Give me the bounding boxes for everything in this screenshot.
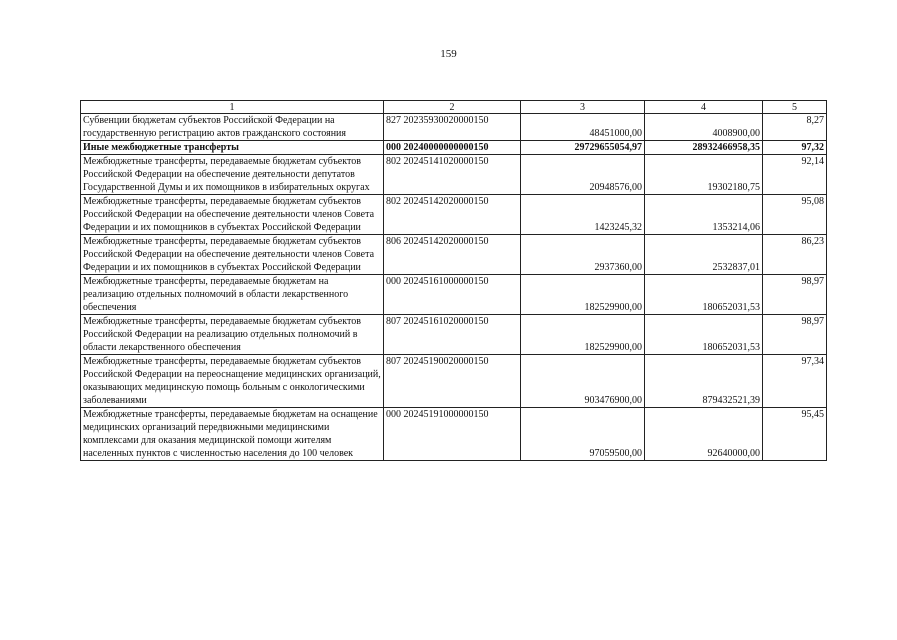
row-name: Межбюджетные трансферты, передаваемые бюджетам субъектов Российской Федерации на обеспечение деятельности депутатов Государственной Думы и их помощников в избирательных округах (81, 155, 384, 195)
row-percent: 98,97 (763, 275, 827, 315)
table-row (81, 155, 827, 195)
page-number: 159 (440, 48, 457, 60)
row-code: 807 20245161020000150 (384, 315, 521, 355)
table-row (81, 315, 827, 355)
table-row (81, 355, 827, 408)
row-percent: 95,45 (763, 408, 827, 461)
table-row (81, 408, 827, 461)
row-percent: 92,14 (763, 155, 827, 195)
row-plan: 1423245,32 (521, 195, 645, 235)
row-percent: 8,27 (763, 114, 827, 141)
row-plan: 97059500,00 (521, 408, 645, 461)
row-code: 000 20245191000000150 (384, 408, 521, 461)
row-code: 806 20245142020000150 (384, 235, 521, 275)
table-header (81, 101, 827, 114)
budget-table (80, 100, 827, 461)
column-header: 1 (81, 101, 384, 114)
row-fact: 19302180,75 (645, 155, 763, 195)
row-code: 802 20245141020000150 (384, 155, 521, 195)
row-plan: 29729655054,97 (521, 141, 645, 155)
column-header: 2 (384, 101, 521, 114)
row-plan: 2937360,00 (521, 235, 645, 275)
row-code: 000 20240000000000150 (384, 141, 521, 155)
column-header: 3 (521, 101, 645, 114)
column-header: 5 (763, 101, 827, 114)
row-percent: 97,32 (763, 141, 827, 155)
row-plan: 48451000,00 (521, 114, 645, 141)
row-percent: 98,97 (763, 315, 827, 355)
row-plan: 182529900,00 (521, 315, 645, 355)
row-fact: 180652031,53 (645, 315, 763, 355)
row-code: 807 20245190020000150 (384, 355, 521, 408)
row-fact: 180652031,53 (645, 275, 763, 315)
table-row (81, 195, 827, 235)
row-percent: 86,23 (763, 235, 827, 275)
column-number-row (81, 101, 827, 114)
row-fact: 1353214,06 (645, 195, 763, 235)
table-row (81, 275, 827, 315)
row-plan: 903476900,00 (521, 355, 645, 408)
row-fact: 28932466958,35 (645, 141, 763, 155)
row-percent: 97,34 (763, 355, 827, 408)
row-name: Межбюджетные трансферты, передаваемые бюджетам субъектов Российской Федерации на обеспечение деятельности членов Совета Федерации и их помощников в субъектах Российской Федерации (81, 235, 384, 275)
row-name: Субвенции бюджетам субъектов Российской Федерации на государственную регистрацию актов гражданского состояния (81, 114, 384, 141)
row-code: 000 20245161000000150 (384, 275, 521, 315)
table-row (81, 114, 827, 141)
row-name: Межбюджетные трансферты, передаваемые бюджетам на реализацию отдельных полномочий в области лекарственного обеспечения (81, 275, 384, 315)
row-name: Межбюджетные трансферты, передаваемые бюджетам на оснащение медицинских организаций передвижными медицинскими комплексами для оказания медицинской помощи жителям населенных пунктов с численностью населения до 100 человек (81, 408, 384, 461)
row-fact: 879432521,39 (645, 355, 763, 408)
row-name: Межбюджетные трансферты, передаваемые бюджетам субъектов Российской Федерации на реализацию отдельных полномочий в области лекарственного обеспечения (81, 315, 384, 355)
row-code: 802 20245142020000150 (384, 195, 521, 235)
row-fact: 2532837,01 (645, 235, 763, 275)
row-percent: 95,08 (763, 195, 827, 235)
row-code: 827 20235930020000150 (384, 114, 521, 141)
row-fact: 92640000,00 (645, 408, 763, 461)
row-name: Межбюджетные трансферты, передаваемые бюджетам субъектов Российской Федерации на обеспечение деятельности членов Совета Федерации и их помощников в субъектах Российской Федерации (81, 195, 384, 235)
row-plan: 182529900,00 (521, 275, 645, 315)
row-fact: 4008900,00 (645, 114, 763, 141)
column-header: 4 (645, 101, 763, 114)
row-name: Иные межбюджетные трансферты (81, 141, 384, 155)
table-body (81, 114, 827, 461)
row-plan: 20948576,00 (521, 155, 645, 195)
row-name: Межбюджетные трансферты, передаваемые бюджетам субъектов Российской Федерации на переоснащение медицинских организаций, оказывающих медицинскую помощь больным с онкологическими заболеваниями (81, 355, 384, 408)
table-row (81, 235, 827, 275)
table-row (81, 141, 827, 155)
